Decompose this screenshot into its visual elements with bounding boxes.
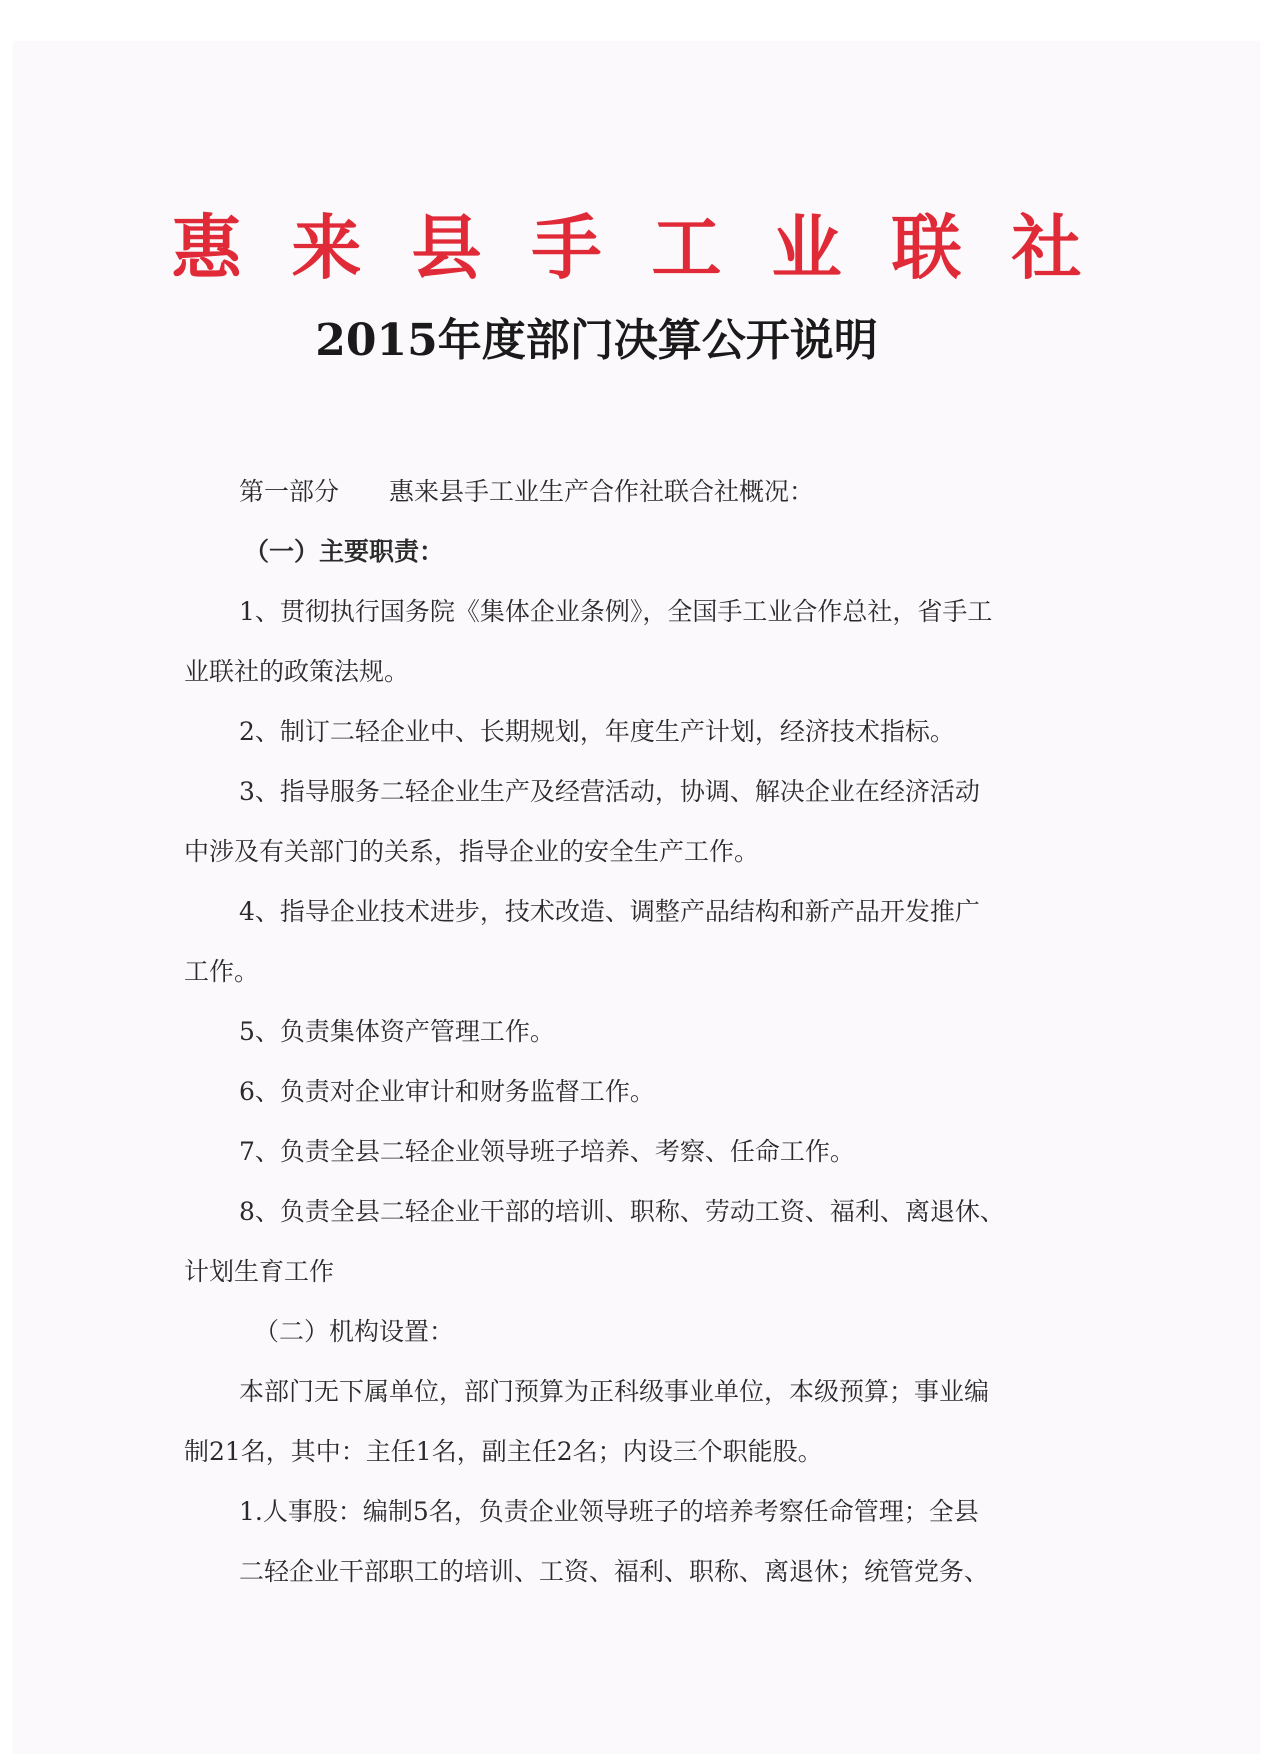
section2-heading: （二）机构设置： <box>254 1317 455 1346</box>
duty-item-1: 1、贯彻执行国务院《集体企业条例》，全国手工业合作总社，省手工 <box>239 597 993 626</box>
hr-unit-line1: 1.人事股：编制5名，负责企业领导班子的培养考察任命管理；全县 <box>239 1497 979 1526</box>
org-paragraph-line1: 本部门无下属单位，部门预算为正科级事业单位，本级预算；事业编 <box>239 1377 990 1406</box>
duty-item-7: 7、负责全县二轻企业领导班子培养、考察、任命工作。 <box>239 1137 855 1166</box>
part1-label: 第一部分 <box>239 477 340 506</box>
duty-item-8-cont: 计划生育工作 <box>184 1257 335 1286</box>
duty-item-3: 3、指导服务二轻企业生产及经营活动，协调、解决企业在经济活动 <box>239 777 980 806</box>
duty-item-3-cont: 中涉及有关部门的关系，指导企业的安全生产工作。 <box>184 837 760 866</box>
duty-item-5: 5、负责集体资产管理工作。 <box>239 1017 555 1046</box>
duty-item-4: 4、指导企业技术进步，技术改造、调整产品结构和新产品开发推广 <box>239 897 980 926</box>
hr-unit-line2: 二轻企业干部职工的培训、工资、福利、职称、离退休；统管党务、 <box>239 1557 990 1586</box>
org-title: 惠来县手工业联社 <box>171 206 1132 289</box>
duty-item-6: 6、负责对企业审计和财务监督工作。 <box>239 1077 655 1106</box>
duty-item-2: 2、制订二轻企业中、长期规划，年度生产计划，经济技术指标。 <box>239 717 955 746</box>
org-paragraph-line2: 制21名，其中：主任1名，副主任2名；内设三个职能股。 <box>184 1437 823 1466</box>
duty-item-4-cont: 工作。 <box>184 957 260 986</box>
duty-item-8: 8、负责全县二轻企业干部的培训、职称、劳动工资、福利、离退休、 <box>239 1197 1005 1226</box>
doc-title: 2015年度部门决算公开说明 <box>315 315 878 366</box>
duty-item-1-cont: 业联社的政策法规。 <box>184 657 410 686</box>
section1-heading: （一）主要职责： <box>244 537 445 566</box>
part1-heading <box>184 462 1114 522</box>
document-page <box>14 42 1259 1754</box>
part1-title: 惠来县手工业生产合作社联合社概况： <box>389 477 815 506</box>
document-body <box>184 462 1114 1602</box>
